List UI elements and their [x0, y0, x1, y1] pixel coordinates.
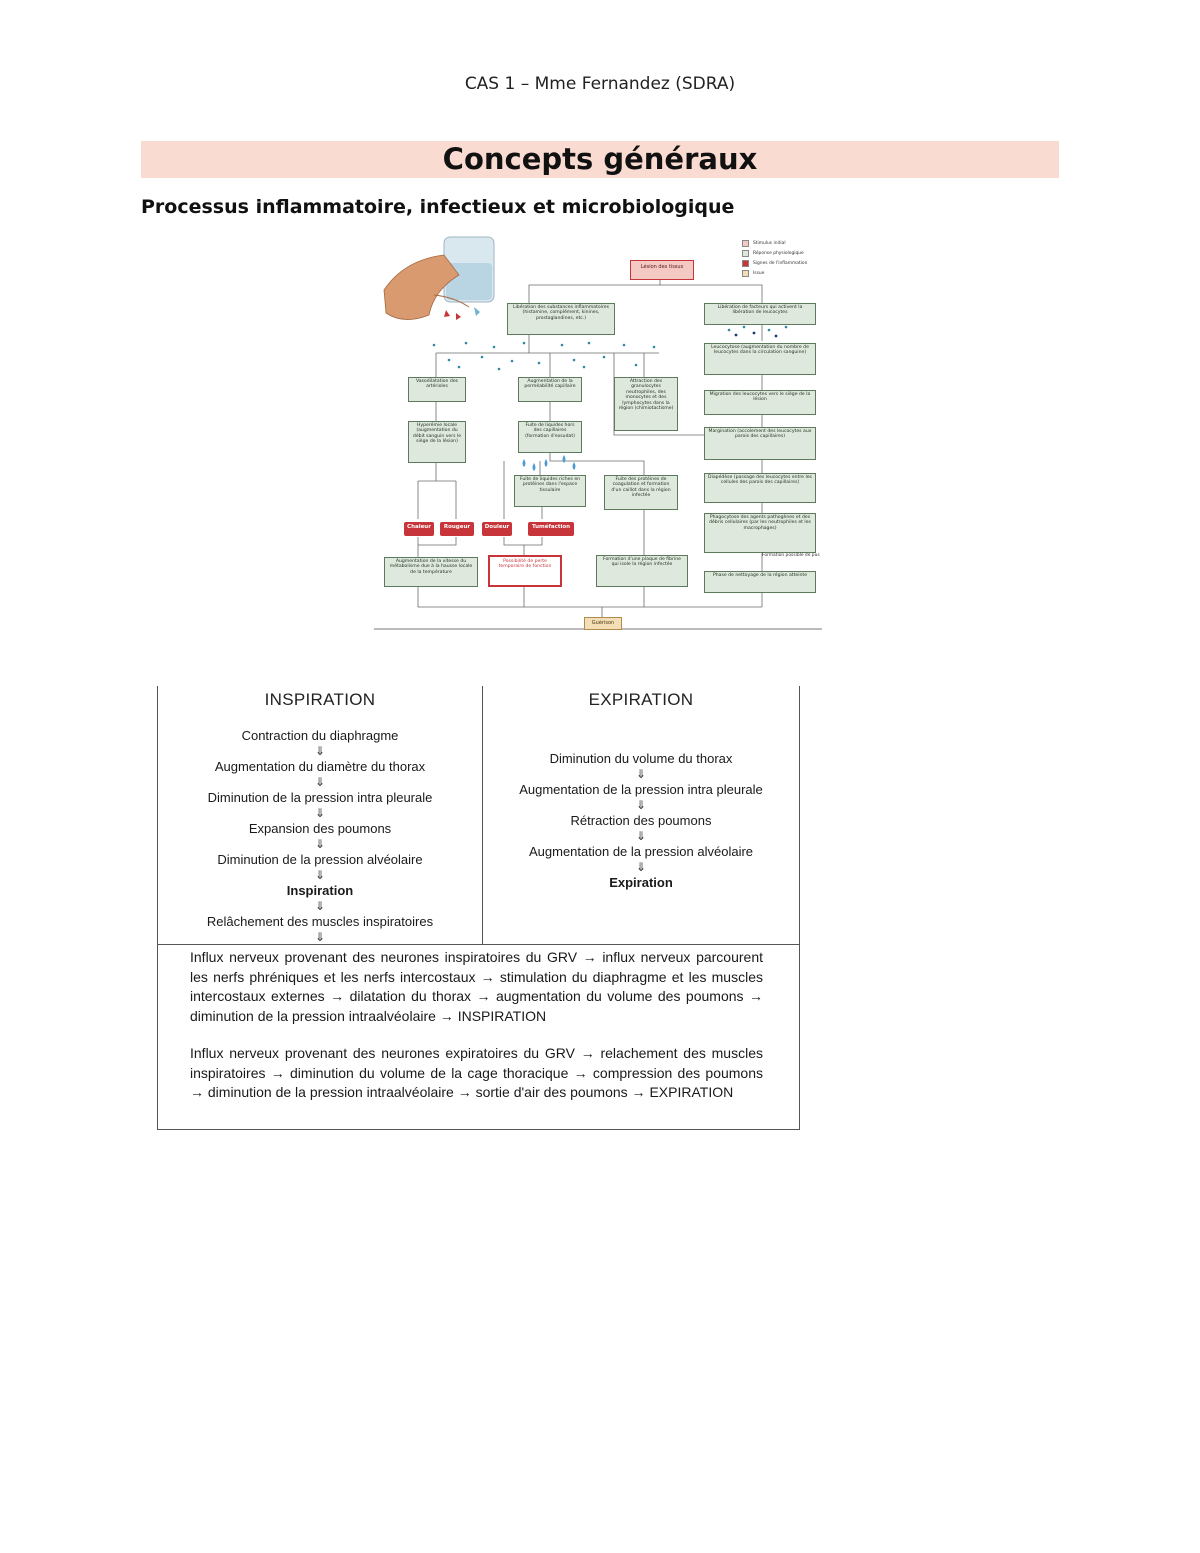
diagram-box-leucocytosis: Leucocytose (augmentation du nombre de leucocytes dans la circulation sanguine): [704, 343, 816, 375]
down-arrow-icon: ⇓: [314, 899, 326, 913]
inspiration-heading: INSPIRATION: [264, 690, 376, 709]
diagram-box-diapedesis: Diapédèse (passage des leucocytes entre les cellules des parois des capillaires): [704, 473, 816, 503]
inspiration-result: Inspiration: [286, 883, 354, 898]
table-border-right: [799, 686, 800, 1130]
expiration-step: Rétraction des poumons: [570, 813, 712, 828]
down-arrow-icon: ⇓: [635, 829, 647, 843]
legend-swatch-stimulus: [742, 240, 749, 247]
legend-swatch-outcome: [742, 270, 749, 277]
legend-label: Stimulus initial: [753, 240, 786, 246]
inspiration-step: Diminution de la pression alvéolaire: [217, 852, 423, 867]
inspiration-step: Augmentation du diamètre du thorax: [214, 759, 426, 774]
diagram-box-margination: Margination (accolement des leucocytes aux parois des capillaires): [704, 427, 816, 460]
down-arrow-icon: ⇓: [314, 868, 326, 882]
down-arrow-icon: ⇓: [635, 798, 647, 812]
legend-item: [742, 258, 820, 268]
document-header: CAS 1 – Mme Fernandez (SDRA): [464, 74, 736, 94]
inspiration-paragraph: Influx nerveux provenant des neurones inspiratoires du GRV → influx nerveux parcourent les nerfs phréniques et les nerfs intercostaux → stimulation du diaphragme et les muscles intercostaux externes → dilatation du thorax → augmentation du volume des poumons → diminution de la pression intraalvéolaire → INSPIRATION: [190, 949, 763, 1024]
legend-label: Réponse physiologique: [753, 250, 804, 256]
expiration-column: [483, 690, 799, 890]
diagram-box-lesion: Lésion des tissus: [630, 260, 694, 280]
respiration-table: [157, 686, 800, 1130]
expiration-heading: EXPIRATION: [588, 690, 694, 709]
down-arrow-icon: ⇓: [314, 806, 326, 820]
legend-item: [742, 268, 820, 278]
expiration-step: Augmentation de la pression intra pleurale: [519, 782, 763, 797]
legend-item: [742, 248, 820, 258]
inspiration-column: [159, 690, 481, 945]
sign-redness: Rougeur: [440, 522, 474, 536]
inspiration-step: Contraction du diaphragme: [241, 728, 399, 743]
table-border-left: [157, 686, 158, 1130]
diagram-box-protein-fluid: Fuite de liquides riches en protéines dans l'espace tissulaire: [514, 475, 586, 507]
diagram-box-vasodilation: Vasodilatation des artérioles: [408, 377, 466, 402]
table-border-bottom: [157, 1129, 800, 1130]
inspiration-step: Expansion des poumons: [248, 821, 392, 836]
diagram-box-attraction: Attraction des granulocytes neutrophiles, des monocytes et des lymphocytes dans la région (chimiotactisme): [614, 377, 678, 431]
inflammation-diagram: [374, 235, 822, 631]
down-arrow-icon: ⇓: [314, 930, 326, 944]
legend-swatch-response: [742, 250, 749, 257]
sign-pain: Douleur: [482, 522, 512, 536]
diagram-box-permeability: Augmentation de la perméabilité capillaire: [518, 377, 582, 402]
diagram-box-mediators: Libération des substances inflammatoires (histamine, complément, kinines, prostaglandines, etc.): [507, 303, 615, 335]
expiration-result: Expiration: [609, 875, 673, 890]
down-arrow-icon: ⇓: [314, 837, 326, 851]
diagram-box-fibrin-plaque: Formation d'une plaque de fibrine qui isole la région infectée: [596, 555, 688, 587]
diagram-box-coagulation: Fuite des protéines de coagulation et formation d'un caillot dans la région infectée: [604, 475, 678, 510]
expiration-step: Diminution du volume du thorax: [549, 751, 733, 766]
down-arrow-icon: ⇓: [635, 860, 647, 874]
page-title: Concepts généraux: [442, 142, 758, 176]
title-band: [141, 141, 1059, 178]
diagram-legend: [742, 238, 820, 278]
down-arrow-icon: ⇓: [635, 767, 647, 781]
legend-label: Signes de l'inflammation: [753, 260, 808, 266]
inspiration-step: Relâchement des muscles inspiratoires: [206, 914, 434, 929]
section-heading: Processus inflammatoire, infectieux et microbiologique: [141, 196, 735, 218]
hand-glass-illustration: [384, 237, 494, 320]
diagram-box-function-loss: Possibilité de perte temporaire de fonction: [488, 555, 562, 587]
diagram-box-cleanup: Phase de nettoyage de la région atteinte: [704, 571, 816, 593]
diagram-note-pus: Formation possible de pus: [762, 553, 820, 558]
diagram-box-migration: Migration des leucocytes vers le siège de la lésion: [704, 390, 816, 415]
down-arrow-icon: ⇓: [314, 775, 326, 789]
sign-heat: Chaleur: [404, 522, 434, 536]
expiration-paragraph: Influx nerveux provenant des neurones expiratoires du GRV → relachement des muscles inspiratoires → diminution du volume de la cage thoracique → compression des poumons → diminution de la pression intraalvéolaire → sortie d'air des poumons → EXPIRATION: [190, 1045, 763, 1100]
diagram-box-factors: Libération de facteurs qui activent la libération de leucocytes: [704, 303, 816, 325]
diagram-box-metabolism: Augmentation de la vitesse du métabolisme due à la hausse locale de la température: [384, 557, 478, 587]
sign-swelling: Tuméfaction: [528, 522, 574, 536]
expiration-step: Augmentation de la pression alvéolaire: [528, 844, 754, 859]
legend-label: Issue: [753, 270, 765, 276]
diagram-box-healing: Guérison: [584, 617, 622, 630]
down-arrow-icon: ⇓: [314, 744, 326, 758]
diagram-box-phagocytosis: Phagocytose des agents pathogènes et des débris cellulaires (par les neutrophiles et les macrophages): [704, 513, 816, 553]
legend-swatch-signs: [742, 260, 749, 267]
inspiration-step: Diminution de la pression intra pleurale: [207, 790, 433, 805]
diagram-box-hyperemia: Hyperémie locale (augmentation du débit sanguin vers le siège de la lésion): [408, 421, 466, 463]
legend-item: [742, 238, 820, 248]
diagram-box-fluid-leak: Fuite de liquides hors des capillaires (formation d'exsudat): [518, 421, 582, 453]
